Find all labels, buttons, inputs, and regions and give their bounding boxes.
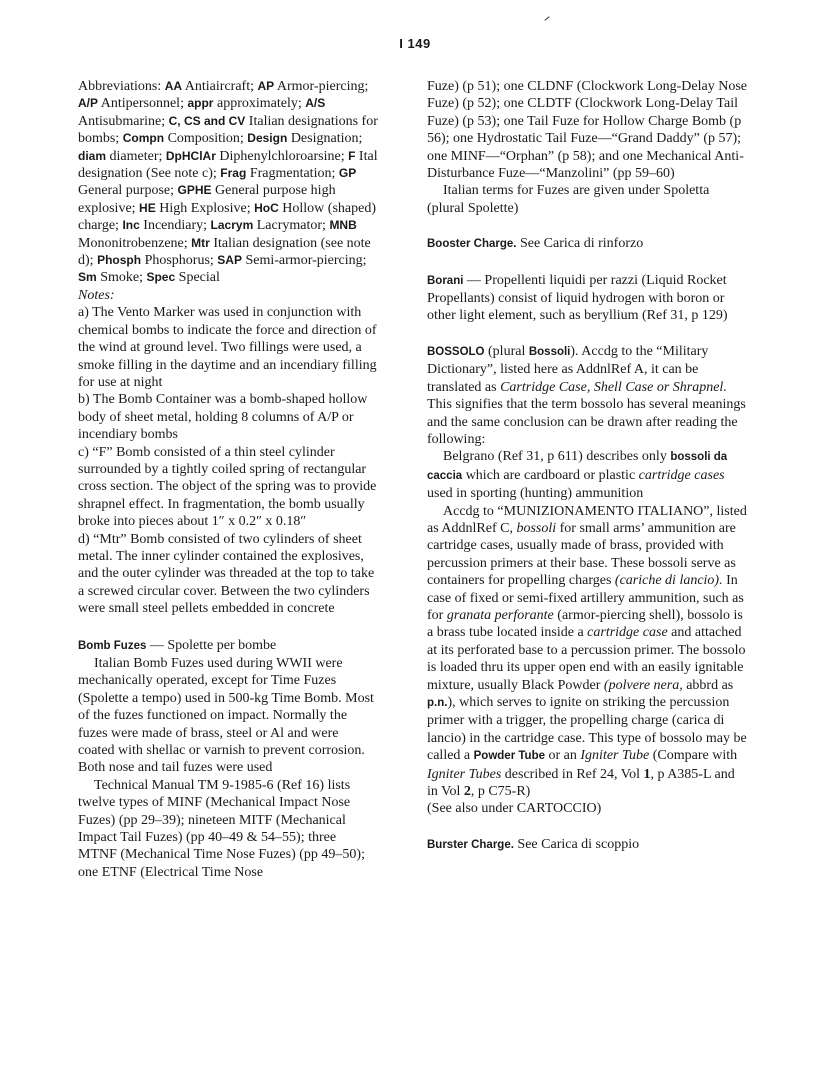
- bossolo-heading: BOSSOLO: [427, 345, 485, 358]
- muniz-italic-4: cartridge case: [587, 625, 668, 641]
- booster-charge-heading: Booster Charge.: [427, 238, 517, 251]
- muniz-text-7: ), which serves to ignite on striking the percussion primer with a trigger, the propelling charge (carica di lancio) in the cartridge case. This type of bossolo may be called a: [427, 695, 747, 764]
- abbreviation-meaning: Antiaircraft;: [184, 79, 254, 94]
- abbreviation-term: Frag: [220, 166, 247, 181]
- burster-charge-heading: Burster Charge.: [427, 838, 514, 851]
- muniz-text-5: and attached at its perforated base to a percussion primer. The bossolo is loaded thru its upper open end with an easily ignitable mixture, usually Black Powder: [427, 625, 746, 693]
- abbreviation-meaning: Antisubmarine;: [78, 113, 166, 129]
- ink-speck: [544, 16, 549, 21]
- muniz-text-3: In case of fixed or semi-fixed artillery ammunition, such as for: [427, 573, 744, 623]
- see-also-cartoccio: (See also under CARTOCCIO): [427, 801, 602, 817]
- abbreviation-term: HE: [139, 200, 156, 215]
- abbreviation-meaning: Antipersonnel;: [100, 96, 184, 112]
- muniz-text-9: (Compare with: [649, 748, 738, 764]
- notes-label: Notes:: [78, 287, 115, 303]
- abbreviation-meaning: Armor-piercing;: [276, 79, 369, 94]
- abbreviation-meaning: Incendiary;: [143, 218, 208, 234]
- bomb-fuzes-heading-rest: — Spolette per bombe: [146, 637, 277, 653]
- abbreviation-term: A/S: [305, 96, 326, 111]
- abbreviation-meaning: Fragmentation;: [249, 166, 336, 182]
- abbreviation-term: appr: [187, 96, 214, 111]
- burster-charge-entry: [427, 836, 747, 854]
- abbreviation-meaning: Smoke;: [100, 270, 143, 286]
- abbreviation-meaning: Designation;: [290, 131, 363, 147]
- abbreviation-term: SAP: [217, 253, 242, 268]
- abbreviation-meaning: Italian designations for bombs;: [78, 113, 378, 147]
- abbreviation-term: C, CS and CV: [168, 113, 246, 128]
- booster-charge-entry: [427, 235, 747, 253]
- muniz-text-1: Accdg to “MUNIZIONAMENTO ITALIANO”, listed as AddnlRef C,: [427, 503, 747, 536]
- belgrano-text-3: used in sporting (hunting) ammunition: [427, 486, 644, 502]
- abbreviation-meaning: Phosphorus;: [144, 253, 214, 269]
- belgrano-term: bossoli da caccia: [427, 451, 728, 482]
- abbreviations-paragraph: [78, 78, 378, 287]
- bomb-fuzes-paragraph-1: Italian Bomb Fuzes used during WWII were mechanically operated, except for Time Fuzes (Spolette a tempo) used in 500-kg Time Bomb. Most of the fuzes functioned on impact. Normally the fuzes were made of brass, steel or Al and were coated with shellac or varnish to prevent corrosion. Both nose and tail fuzes were used: [78, 656, 374, 776]
- bomb-fuzes-heading: Bomb Fuzes: [78, 639, 147, 652]
- abbreviation-term: Compn: [122, 131, 165, 146]
- bomb-fuzes-paragraph-2: Technical Manual TM 9-1985-6 (Ref 16) lists twelve types of MINF (Mechanical Impact Nose Fuzes) (pp 29–39); nineteen MITF (Mechanical Impact Tail Fuzes) (pp 40–49 & 54–55); three MTNF (Mechanical Time Nose Fuzes) (pp 49–50); one ETNF (Electrical Time Nose: [78, 777, 365, 880]
- muniz-bold-powder-tube: Powder Tube: [473, 750, 545, 763]
- page-number: I 149: [399, 36, 431, 51]
- muniz-text-12: , p C75-R): [470, 784, 531, 800]
- belgrano-text-1: Belgrano (Ref 31, p 611) describes only: [443, 449, 671, 465]
- left-column: [78, 78, 378, 881]
- muniz-text-2: for small arms’ ammunition are cartridge cases, usually made of brass, provided with percussion primers at their base. These bossoli serve as containers for propelling charges: [427, 520, 736, 589]
- muniz-italic-5: (polvere nera,: [603, 677, 683, 693]
- abbreviation-term: A/P: [78, 96, 99, 111]
- bossolo-text-1: ). Accdg to the “Military Dictionary”, listed here as AddnlRef A, it can be translated as: [427, 343, 709, 395]
- borani-entry: [427, 272, 747, 325]
- abbreviation-term: Lacrym: [210, 218, 254, 233]
- abbreviation-term: HoC: [254, 200, 279, 215]
- note-d: d) “Mtr” Bomb consisted of two cylinders of sheet metal. The inner cylinder contained the explosives, and the outer cylinder was threaded at the top to take a screwed circular cover. Between the two cylinders were small steel pellets embedded in concrete: [78, 531, 375, 617]
- abbreviation-term: MNB: [329, 218, 357, 233]
- abbreviation-term: Sm: [78, 270, 97, 285]
- muniz-italic-3: granata perforante: [446, 607, 554, 623]
- abbreviation-meaning: Lacrymator;: [256, 218, 326, 234]
- belgrano-text-2: which are cardboard or plastic: [462, 467, 639, 483]
- abbreviation-term: Spec: [146, 270, 176, 285]
- burster-charge-text: See Carica di scoppio: [513, 836, 640, 852]
- muniz-bold-vol2: 2: [463, 784, 471, 800]
- note-b: b) The Bomb Container was a bomb-shaped hollow body of sheet metal, holding 8 columns of A/P or incendiary bombs: [78, 392, 368, 443]
- fuze-list-continuation: Fuze) (p 51); one CLDNF (Clockwork Long-Delay Nose Fuze) (p 52); one CLDTF (Clockwork Long-Delay Tail Fuze) (p 53); one Tail Fuze for Hollow Charge Bomb (p 56); one Hydrostatic Tail Fuze—“Grand Daddy” (p 57); one MINF—“Orphan” (p 58); and one Mechanical Anti-Disturbance Fuze—“Manzolini” (pp 59–60): [427, 79, 747, 182]
- abbreviation-meaning: Italian designation (see note d);: [78, 235, 371, 269]
- muniz-italic-1: bossoli: [516, 520, 557, 536]
- muniz-bold-pn: p.n.: [427, 697, 448, 709]
- muniz-text-4: (armor-piercing shell), bossolo is a brass tube located inside a: [427, 607, 743, 641]
- bossolo-plural-prefix: (plural: [484, 343, 529, 359]
- note-a: a) The Vento Marker was used in conjunction with chemical bombs to indicate the force and direction of the wind at ground level. Two fillings were used, a smoke filling in the daytime and an incendiary filling for use at night: [78, 305, 377, 390]
- bossolo-entry: [427, 343, 747, 448]
- belgrano-paragraph: [427, 448, 747, 502]
- abbreviation-meaning: Hollow (shaped) charge;: [78, 200, 376, 234]
- abbreviation-term: AP: [257, 79, 275, 93]
- abbreviation-meaning: Diphenylchloroarsine;: [219, 148, 345, 164]
- abbreviation-meaning: Composition;: [167, 131, 244, 147]
- muniz-text-6: abbrd as: [682, 677, 734, 693]
- borani-heading: Borani: [427, 274, 464, 287]
- abbreviation-term: F: [348, 148, 356, 163]
- abbreviation-term: diam: [78, 148, 107, 163]
- muniz-bold-vol1: 1: [643, 766, 651, 782]
- abbreviation-meaning: General purpose high explosive;: [78, 183, 336, 216]
- booster-charge-text: See Carica di rinforzo: [516, 236, 644, 252]
- italian-terms-note: Italian terms for Fuzes are given under Spoletta (plural Spolette): [427, 183, 710, 216]
- muniz-italic-7: Igniter Tubes: [427, 766, 502, 782]
- abbreviations-label: Abbreviations:: [78, 79, 162, 94]
- munizionamento-paragraph: [427, 503, 747, 801]
- bossolo-italic-1: Cartridge Case, Shell Case or Shrapnel.: [500, 379, 727, 395]
- abbreviation-meaning: High Explosive;: [159, 200, 251, 216]
- abbreviation-term: Design: [247, 131, 288, 146]
- abbreviation-term: GPHE: [177, 183, 212, 198]
- abbreviation-meaning: approximately;: [216, 96, 302, 112]
- abbreviation-term: Inc: [122, 218, 140, 233]
- abbreviation-meaning: diameter;: [109, 148, 163, 164]
- abbreviation-term: Phosph: [97, 253, 142, 268]
- abbreviation-meaning: General purpose;: [78, 183, 175, 199]
- abbreviation-term: Mtr: [191, 235, 210, 250]
- bossolo-plural-term: Bossoli: [528, 345, 571, 358]
- note-c: c) “F” Bomb consisted of a thin steel cylinder surrounded by a tightly coiled spring of rectangular cross section. The object of the spring was to provide shrapnel effect. In fragmentation, the bomb usually broke into pieces about 1″ x 0.2″ x 0.18″: [78, 444, 377, 530]
- bossolo-text-2: This signifies that the term bossolo has several meanings and the same conclusion can be drawn after reading the following:: [427, 397, 746, 447]
- muniz-italic-6: Igniter Tube: [580, 748, 650, 764]
- abbreviation-term: AA: [164, 79, 183, 93]
- muniz-text-8: or an: [545, 748, 581, 764]
- muniz-text-10: described in Ref 24, Vol: [501, 766, 644, 782]
- abbreviation-meaning: Mononitrobenzene;: [78, 235, 188, 251]
- abbreviation-term: DpHClAr: [165, 148, 216, 163]
- right-column: [427, 78, 747, 854]
- borani-text: — Propellenti liquidi per razzi (Liquid Rocket Propellants) consist of liquid hydrogen with boron or other light element, such as beryllium (Ref 31, p 129): [427, 272, 728, 324]
- abbreviation-meaning: Ital designation (See note c);: [78, 148, 378, 182]
- abbreviation-meaning: Special: [178, 270, 220, 286]
- muniz-text-11: , p A385-L and in Vol: [427, 766, 735, 800]
- bomb-fuzes-heading-line: [78, 637, 378, 655]
- abbreviation-term: GP: [338, 166, 357, 181]
- muniz-italic-2: (cariche di lancio).: [614, 573, 723, 589]
- belgrano-italic: cartridge cases: [638, 467, 725, 483]
- abbreviation-meaning: Semi-armor-piercing;: [245, 253, 367, 269]
